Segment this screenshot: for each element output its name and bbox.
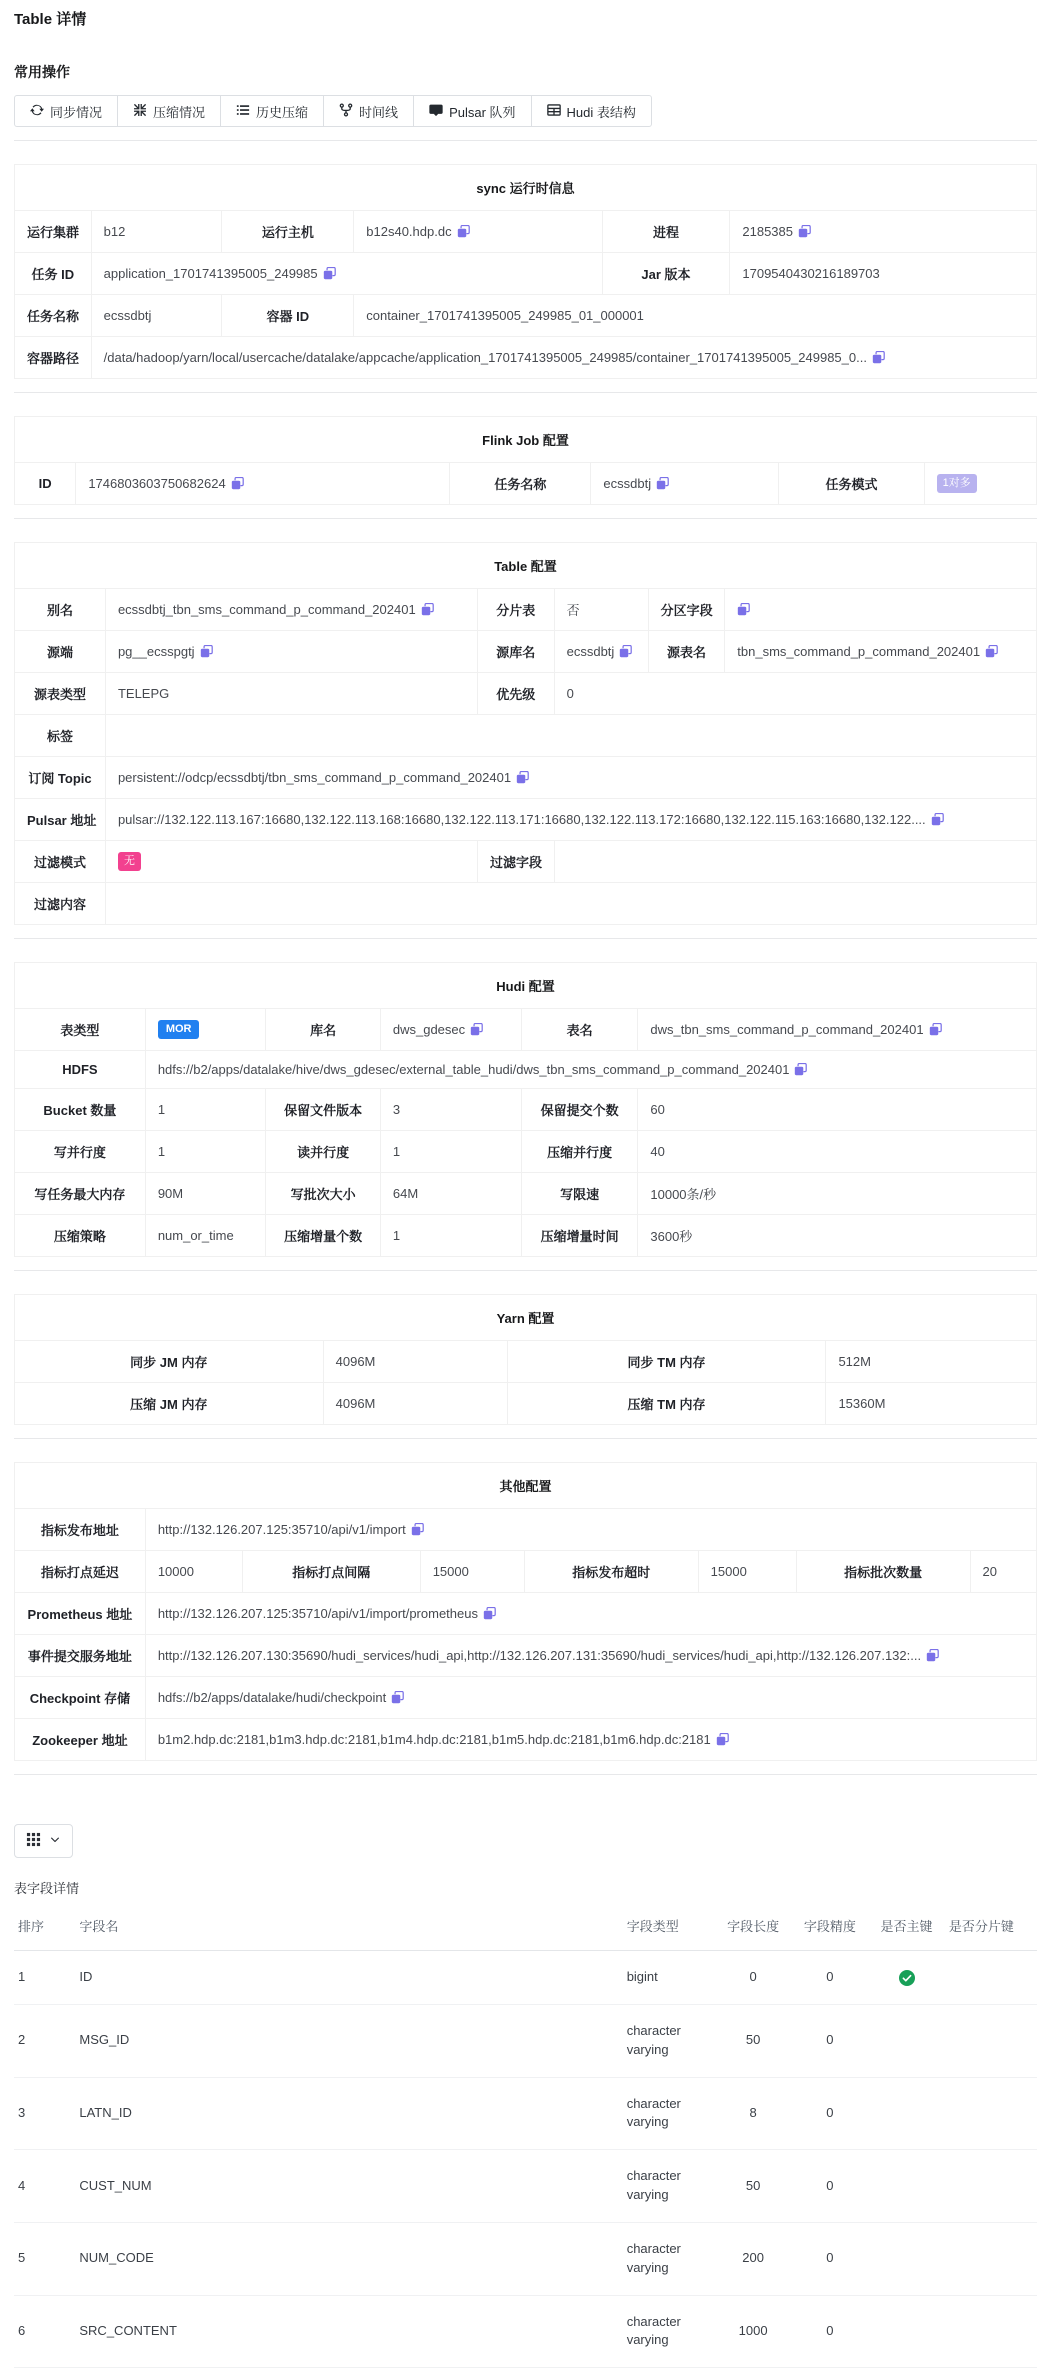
field-type: character varying <box>623 2295 715 2368</box>
metric-interval-value: 15000 <box>420 1551 524 1593</box>
topic-label: 订阅 Topic <box>15 757 106 799</box>
compact-tm-label: 压缩 TM 内存 <box>507 1383 826 1425</box>
check-circle-icon <box>899 1970 915 1986</box>
field-length: 1000 <box>715 2295 792 2368</box>
field-precision: 0 <box>791 2150 868 2223</box>
container-id-value: container_1701741395005_249985_01_000001 <box>354 295 1037 337</box>
col-is-primary: 是否主键 <box>868 1901 945 1951</box>
checkpoint-label: Checkpoint 存储 <box>15 1677 146 1719</box>
alias-label: 别名 <box>15 589 106 631</box>
field-length: 0 <box>715 1951 792 2005</box>
field-primary <box>868 2222 945 2295</box>
sync-jm-value: 4096M <box>323 1341 507 1383</box>
filter-mode-value <box>105 841 477 883</box>
timeline-label: 时间线 <box>359 104 399 120</box>
copy-icon[interactable] <box>483 1607 496 1620</box>
field-row <box>14 2077 1037 2150</box>
source-table-value: tbn_sms_command_p_command_202401 <box>725 631 1037 673</box>
copy-icon[interactable] <box>231 477 244 490</box>
section-divider <box>14 1270 1037 1271</box>
field-precision: 0 <box>791 2004 868 2077</box>
page-title: Table 详情 <box>14 11 87 28</box>
source-db-label: 源库名 <box>477 631 554 673</box>
yarn-config-title: Yarn 配置 <box>15 1295 1037 1341</box>
metric-timeout-label: 指标发布超时 <box>524 1551 698 1593</box>
field-shard <box>945 2077 1037 2150</box>
bucket-label: Bucket 数量 <box>15 1089 146 1131</box>
write-batch-value: 64M <box>380 1173 521 1215</box>
compaction-status-label: 压缩情况 <box>153 104 206 120</box>
filter-content-label: 过滤内容 <box>15 883 106 925</box>
compact-parallel-label: 压缩并行度 <box>521 1131 638 1173</box>
other-config-title: 其他配置 <box>15 1463 1037 1509</box>
compress-icon <box>133 103 147 120</box>
sync-runtime-table <box>14 164 1037 379</box>
field-primary <box>868 2295 945 2368</box>
field-order: 3 <box>14 2077 75 2150</box>
sync-status-label: 同步情况 <box>50 104 103 120</box>
commits-value: 60 <box>638 1089 1037 1131</box>
table-type-badge: MOR <box>158 1020 200 1039</box>
fields-header-row <box>14 1901 1037 1951</box>
checkpoint-value: hdfs://b2/apps/datalake/hudi/checkpoint <box>145 1677 1036 1719</box>
col-is-shard-key: 是否分片键 <box>945 1901 1037 1951</box>
compact-num-value: 1 <box>380 1215 521 1257</box>
partition-field-value <box>725 589 1037 631</box>
copy-icon[interactable] <box>323 267 336 280</box>
field-length: 50 <box>715 2004 792 2077</box>
process-label: 进程 <box>602 211 730 253</box>
field-shard <box>945 2295 1037 2368</box>
metric-publish-label: 指标发布地址 <box>15 1509 146 1551</box>
field-name: CUST_NUM <box>75 2150 622 2223</box>
metric-delay-value: 10000 <box>145 1551 242 1593</box>
field-type: character varying <box>623 2150 715 2223</box>
file-versions-value: 3 <box>380 1089 521 1131</box>
task-id-label: 任务 ID <box>15 253 92 295</box>
chat-bubble-icon <box>429 103 443 120</box>
task-mode-label: 任务模式 <box>779 463 924 505</box>
field-name: LATN_ID <box>75 2077 622 2150</box>
sync-tm-value: 512M <box>826 1341 1037 1383</box>
write-limit-label: 写限速 <box>521 1173 638 1215</box>
task-name-value: ecssdbtj <box>91 295 222 337</box>
field-shard <box>945 2222 1037 2295</box>
table-config-title: Table 配置 <box>15 543 1037 589</box>
event-service-value: http://132.126.207.130:35690/hudi_services/hudi_api,http://132.126.207.131:35690/hudi_services/hudi_api,http://132.126.207.132:... <box>145 1635 1036 1677</box>
field-name: MSG_ID <box>75 2004 622 2077</box>
hdfs-label: HDFS <box>15 1051 146 1089</box>
alias-value: ecssdbtj_tbn_sms_command_p_command_202401 <box>105 589 477 631</box>
copy-icon[interactable] <box>737 603 750 616</box>
copy-icon[interactable] <box>798 225 811 238</box>
field-shard <box>945 2150 1037 2223</box>
field-name: ID <box>75 1951 622 2005</box>
read-parallel-label: 读并行度 <box>266 1131 380 1173</box>
col-field-length: 字段长度 <box>715 1901 792 1951</box>
field-order: 4 <box>14 2150 75 2223</box>
flink-task-name-value: ecssdbtj <box>591 463 779 505</box>
field-length: 50 <box>715 2150 792 2223</box>
compact-strategy-value: num_or_time <box>145 1215 266 1257</box>
copy-icon[interactable] <box>470 1023 483 1036</box>
source-type-value: TELEPG <box>105 673 477 715</box>
write-batch-label: 写批次大小 <box>266 1173 380 1215</box>
write-limit-value: 10000条/秒 <box>638 1173 1037 1215</box>
section-divider <box>14 392 1037 393</box>
field-row <box>14 2004 1037 2077</box>
compact-time-label: 压缩增量时间 <box>521 1215 638 1257</box>
task-mode-badge: 1对多 <box>937 474 977 493</box>
filter-field-value <box>554 841 1036 883</box>
history-compaction-button[interactable] <box>220 95 324 127</box>
field-shard <box>945 1951 1037 2005</box>
section-divider <box>14 1438 1037 1439</box>
field-precision: 0 <box>791 1951 868 2005</box>
table-type-label: 表类型 <box>15 1009 146 1051</box>
filter-mode-badge: 无 <box>118 852 141 871</box>
metric-batch-label: 指标批次数量 <box>796 1551 970 1593</box>
read-parallel-value: 1 <box>380 1131 521 1173</box>
metric-batch-value: 20 <box>970 1551 1036 1593</box>
hudi-schema-button[interactable] <box>531 95 652 127</box>
tag-label: 标签 <box>15 715 106 757</box>
jar-version-label: Jar 版本 <box>602 253 730 295</box>
table-config-table <box>14 542 1037 925</box>
shard-table-label: 分片表 <box>477 589 554 631</box>
metric-interval-label: 指标打点间隔 <box>242 1551 420 1593</box>
bucket-value: 1 <box>145 1089 266 1131</box>
other-config-table <box>14 1462 1037 1761</box>
field-name: NUM_CODE <box>75 2222 622 2295</box>
commits-label: 保留提交个数 <box>521 1089 638 1131</box>
field-row <box>14 1951 1037 2005</box>
source-value: pg__ecsspgtj <box>105 631 477 673</box>
timeline-icon <box>339 103 353 120</box>
write-parallel-label: 写并行度 <box>15 1131 146 1173</box>
compact-tm-value: 15360M <box>826 1383 1037 1425</box>
field-order: 2 <box>14 2004 75 2077</box>
zookeeper-value: b1m2.hdp.dc:2181,b1m3.hdp.dc:2181,b1m4.hdp.dc:2181,b1m5.hdp.dc:2181,b1m6.hdp.dc:2181 <box>145 1719 1036 1761</box>
grid-icon <box>26 1832 41 1850</box>
container-path-label: 容器路径 <box>15 337 92 379</box>
hudi-table-label: 表名 <box>521 1009 638 1051</box>
compact-time-value: 3600秒 <box>638 1215 1037 1257</box>
hudi-schema-label: Hudi 表结构 <box>566 104 636 120</box>
sync-status-button[interactable] <box>14 95 118 127</box>
hudi-db-value: dws_gdesec <box>380 1009 521 1051</box>
compact-num-label: 压缩增量个数 <box>266 1215 380 1257</box>
source-table-label: 源表名 <box>648 631 725 673</box>
copy-icon[interactable] <box>411 1523 424 1536</box>
sync-tm-label: 同步 TM 内存 <box>507 1341 826 1383</box>
topic-value: persistent://odcp/ecssdbtj/tbn_sms_command_p_command_202401 <box>105 757 1036 799</box>
pulsar-address-label: Pulsar 地址 <box>15 799 106 841</box>
metric-delay-label: 指标打点延迟 <box>15 1551 146 1593</box>
hdfs-value: hdfs://b2/apps/datalake/hive/dws_gdesec/external_table_hudi/dws_tbn_sms_command_p_command_202401 <box>145 1051 1036 1089</box>
copy-icon[interactable] <box>421 603 434 616</box>
prometheus-label: Prometheus 地址 <box>15 1593 146 1635</box>
container-id-label: 容器 ID <box>222 295 354 337</box>
hudi-db-label: 库名 <box>266 1009 380 1051</box>
history-list-icon <box>236 103 250 120</box>
section-divider <box>14 1774 1037 1775</box>
col-field-name: 字段名 <box>75 1901 622 1951</box>
write-mem-value: 90M <box>145 1173 266 1215</box>
chevron-down-icon <box>49 1834 61 1849</box>
pulsar-address-value: pulsar://132.122.113.167:16680,132.122.113.168:16680,132.122.113.171:16680,132.122.113.172:16680,132.122.115.163:16680,132.122.... <box>105 799 1036 841</box>
shard-table-value: 否 <box>554 589 648 631</box>
copy-icon[interactable] <box>457 225 470 238</box>
compact-strategy-label: 压缩策略 <box>15 1215 146 1257</box>
section-divider <box>14 938 1037 939</box>
copy-icon[interactable] <box>516 771 529 784</box>
process-value: 2185385 <box>730 211 1037 253</box>
source-label: 源端 <box>15 631 106 673</box>
flink-job-table <box>14 416 1037 505</box>
sync-jm-label: 同步 JM 内存 <box>15 1341 324 1383</box>
col-field-type: 字段类型 <box>623 1901 715 1951</box>
field-order: 6 <box>14 2295 75 2368</box>
field-shard <box>945 2004 1037 2077</box>
flink-id-label: ID <box>15 463 76 505</box>
col-field-precision: 字段精度 <box>791 1901 868 1951</box>
yarn-config-table <box>14 1294 1037 1425</box>
sync-icon <box>30 103 44 120</box>
field-name: SRC_CONTENT <box>75 2295 622 2368</box>
task-name-label: 任务名称 <box>15 295 92 337</box>
copy-icon[interactable] <box>716 1733 729 1746</box>
field-order: 1 <box>14 1951 75 2005</box>
section-divider <box>14 518 1037 519</box>
event-service-label: 事件提交服务地址 <box>15 1635 146 1677</box>
filter-mode-label: 过滤模式 <box>15 841 106 883</box>
copy-icon[interactable] <box>931 813 944 826</box>
flink-task-name-label: 任务名称 <box>450 463 591 505</box>
field-row <box>14 2222 1037 2295</box>
hudi-table-value: dws_tbn_sms_command_p_command_202401 <box>638 1009 1037 1051</box>
source-type-label: 源表类型 <box>15 673 106 715</box>
compact-jm-label: 压缩 JM 内存 <box>15 1383 324 1425</box>
table-type-value <box>145 1009 266 1051</box>
copy-icon[interactable] <box>619 645 632 658</box>
run-host-label: 运行主机 <box>222 211 354 253</box>
sync-runtime-title: sync 运行时信息 <box>15 165 1037 211</box>
write-mem-label: 写任务最大内存 <box>15 1173 146 1215</box>
pulsar-queue-label: Pulsar 队列 <box>449 104 516 120</box>
field-type: character varying <box>623 2077 715 2150</box>
fields-table <box>14 1901 1037 2368</box>
partition-field-label: 分区字段 <box>648 589 725 631</box>
field-row <box>14 2295 1037 2368</box>
hudi-config-table <box>14 962 1037 1257</box>
run-host-value: b12s40.hdp.dc <box>354 211 602 253</box>
field-type: character varying <box>623 2004 715 2077</box>
copy-icon[interactable] <box>794 1063 807 1076</box>
file-versions-label: 保留文件版本 <box>266 1089 380 1131</box>
copy-icon[interactable] <box>872 351 885 364</box>
field-precision: 0 <box>791 2222 868 2295</box>
field-primary <box>868 2077 945 2150</box>
copy-icon[interactable] <box>926 1649 939 1662</box>
pulsar-queue-button[interactable] <box>413 95 531 127</box>
prometheus-value: http://132.126.207.125:35710/api/v1/import/prometheus <box>145 1593 1036 1635</box>
field-primary <box>868 2004 945 2077</box>
copy-icon[interactable] <box>656 477 669 490</box>
table-grid-icon <box>547 103 561 120</box>
filter-content-value <box>105 883 1036 925</box>
jar-version-value: 1709540430216189703 <box>730 253 1037 295</box>
copy-icon[interactable] <box>929 1023 942 1036</box>
field-length: 200 <box>715 2222 792 2295</box>
tag-value <box>105 715 1036 757</box>
copy-icon[interactable] <box>391 1691 404 1704</box>
copy-icon[interactable] <box>200 645 213 658</box>
priority-label: 优先级 <box>477 673 554 715</box>
field-primary <box>868 2150 945 2223</box>
metric-publish-value: http://132.126.207.125:35710/api/v1/import <box>145 1509 1036 1551</box>
column-settings-button[interactable] <box>14 1824 73 1858</box>
field-precision: 0 <box>791 2295 868 2368</box>
fields-table-title: 表字段详情 <box>14 1881 80 1896</box>
container-path-value: /data/hadoop/yarn/local/usercache/datalake/appcache/application_1701741395005_249985/container_1701741395005_249985_0... <box>91 337 1036 379</box>
field-type: character varying <box>623 2222 715 2295</box>
field-primary <box>868 1951 945 2005</box>
run-cluster-value: b12 <box>91 211 222 253</box>
section-divider <box>14 140 1037 141</box>
copy-icon[interactable] <box>985 645 998 658</box>
flink-job-title: Flink Job 配置 <box>15 417 1037 463</box>
field-precision: 0 <box>791 2077 868 2150</box>
metric-timeout-value: 15000 <box>698 1551 796 1593</box>
zookeeper-label: Zookeeper 地址 <box>15 1719 146 1761</box>
task-id-value: application_1701741395005_249985 <box>91 253 602 295</box>
filter-field-label: 过滤字段 <box>477 841 554 883</box>
actions-toolbar <box>14 95 1037 127</box>
compact-parallel-value: 40 <box>638 1131 1037 1173</box>
field-order: 5 <box>14 2222 75 2295</box>
write-parallel-value: 1 <box>145 1131 266 1173</box>
task-mode-value <box>924 463 1036 505</box>
history-compaction-label: 历史压缩 <box>256 104 309 120</box>
compact-jm-value: 4096M <box>323 1383 507 1425</box>
col-order: 排序 <box>14 1901 75 1951</box>
hudi-config-title: Hudi 配置 <box>15 963 1037 1009</box>
flink-id-value: 1746803603750682624 <box>76 463 450 505</box>
field-row <box>14 2150 1037 2223</box>
compaction-status-button[interactable] <box>117 95 221 127</box>
run-cluster-label: 运行集群 <box>15 211 92 253</box>
common-actions-title: 常用操作 <box>14 64 70 80</box>
priority-value: 0 <box>554 673 1036 715</box>
timeline-button[interactable] <box>323 95 414 127</box>
field-type: bigint <box>623 1951 715 2005</box>
source-db-value: ecssdbtj <box>554 631 648 673</box>
field-length: 8 <box>715 2077 792 2150</box>
